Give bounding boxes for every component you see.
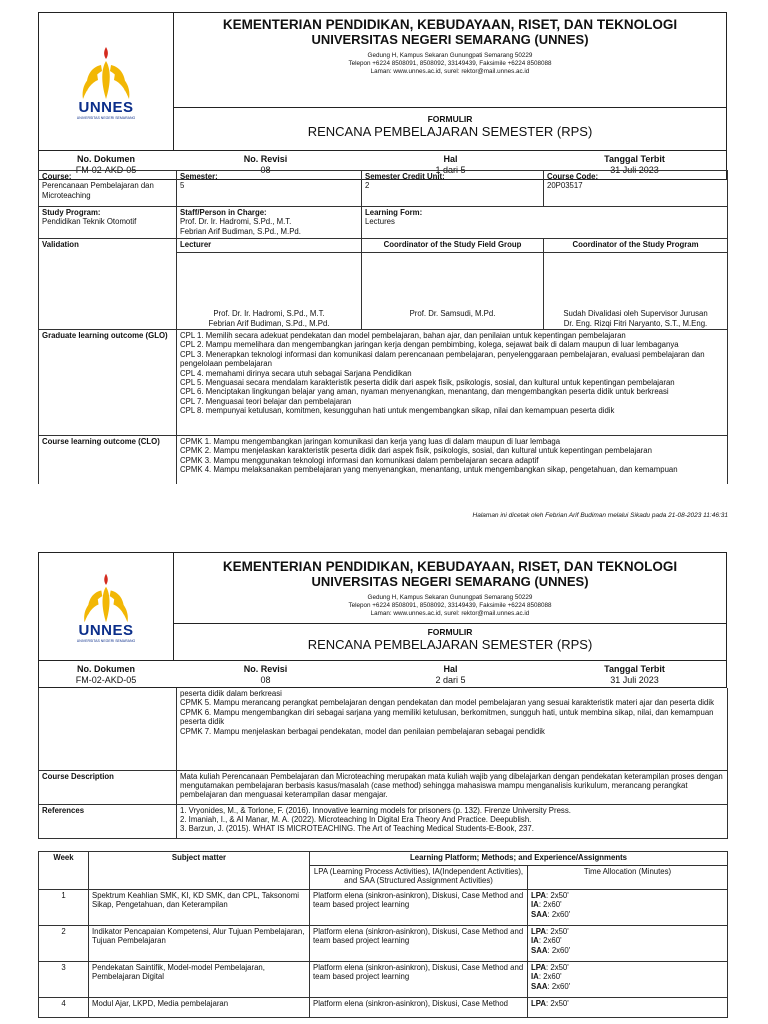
glo-item: CPL 2. Mampu memelihara dan mengembangkan jaringan kerja dengan pembimbing, kolega, sejawat baik di dalam maupun di luar lembaganya [180,340,679,350]
subject-matter: Pendekatan Saintifik, Model-model Pembelajaran, Pembelajaran Digital [89,962,310,998]
logo-text: UNNES [78,99,134,116]
week-number: 2 [39,926,89,962]
page-label: Hal [443,664,458,674]
platform-methods: Platform elena (sinkron-asinkron), Diskusi, Case Method and team based project learning [310,962,528,998]
university-name: UNIVERSITAS NEGERI SEMARANG (UNNES) [311,574,589,589]
form-title: RENCANA PEMBELAJARAN SEMESTER (RPS) [307,637,593,652]
revision-label: No. Revisi [243,154,288,164]
table-row [39,998,728,1018]
staff-label: Staff/Person in Charge: [180,208,267,217]
doc-number-value: FM-02-AKD-05 [75,165,137,175]
form-label: FORMULIR [427,114,473,124]
doc-number-label: No. Dokumen [76,664,135,674]
revision-value: 08 [260,165,271,175]
time-allocation: LPA: 2x50' IA: 2x60' SAA: 2x60' [528,926,728,962]
table-row [39,962,728,998]
page-2-header [38,552,727,688]
issue-date-label: Tanggal Terbit [604,154,665,164]
subject-matter: Indikator Pencapaian Kompetensi, Alur Tujuan Pembelajaran, Tujuan Pembelajaran [89,926,310,962]
study-program-label: Study Program: [42,208,101,217]
glo-label: Graduate learning outcome (GLO) [39,330,177,436]
week-number: 4 [39,998,89,1018]
lecturer-label: Lecturer [177,239,362,253]
logo-subtext: UNIVERSITAS NEGERI SEMARANG [76,639,136,643]
ministry-name: KEMENTERIAN PENDIDIKAN, KEBUDAYAAN, RISET, DAN TEKNOLOGI [222,17,678,32]
platform-header: Learning Platform; Methods; and Experience/Assignments [310,852,728,866]
glo-item: CPL 5. Menguasai secara mendalam karakteristik peserta didik dari aspek fisik, psikologis, sosial, dan kultural untuk kepentingan pembelajaran [180,378,675,388]
page-value: 2 dari 5 [435,675,466,685]
clo-item: peserta didik dalam berkreasi [180,689,282,698]
reference-item: 1. Vryonides, M., & Torlone, F. (2016). Innovative learning models for prisoners (p. 132). Firenze University Press. [180,805,571,815]
print-footer-note: Halaman ini dicetak oleh Febrian Arif Budiman melalui Sikadu pada 21-08-2023 11:46:31 [472,512,728,519]
unnes-logo [39,13,174,150]
unnes-logo [39,553,174,660]
university-name: UNIVERSITAS NEGERI SEMARANG (UNNES) [311,32,589,47]
glo-item: CPL 6. Menciptakan lingkungan belajar yang aman, nyaman menyenangkan, menantang, dan mengembangkan peserta didik untuk berkreasi [180,387,669,397]
glo-item: CPL 1. Memilih secara adekuat pendekatan dan model pembelajaran, bahan ajar, dan penilaian untuk kepentingan pembelajaran [180,331,626,340]
course-code-value: 20P03517 [547,181,583,191]
course-description-label: Course Description [39,770,177,804]
staff-2: Febrian Arif Budiman, S.Pd., M.Pd. [180,226,301,236]
issue-date-value: 31 Juli 2023 [610,675,659,685]
week-number: 1 [39,890,89,926]
semester-value: 5 [180,181,185,191]
credit-label: Semester Credit Unit: [365,172,445,181]
revision-value: 08 [260,675,271,685]
address-line-1: Gedung H, Kampus Sekaran Gunungpati Semarang 50229 [367,594,533,601]
course-label: Course: [42,172,72,181]
lecturer-sign-2: Febrian Arif Budiman, S.Pd., M.Pd. [208,318,330,328]
form-label: FORMULIR [427,627,473,637]
table-row [39,890,728,926]
platform-methods: Platform elena (sinkron-asinkron), Diskusi, Case Method and team based project learning [310,926,528,962]
course-description-text: Mata kuliah Perencanaan Pembelajaran dan Microteaching merupakan mata kuliah wajib yang dibelajarkan dengan pendekatan keterampilan proses dengan mengutamakan pembelajaran berbasis kasus/masalah (case method) sehingga mahasiswa mampu menganalisis kurikulum, merancang perangkat pembelajaran dan menguasai keterampilan dasar mengajar. [177,770,728,804]
address-line-3: Laman: www.unnes.ac.id, surel: rektor@mail.unnes.ac.id [370,67,530,75]
glo-item: CPL 4. memahami dirinya secara utuh sebagai Sarjana Pendidikan [180,368,412,378]
clo-list-page-1 [177,436,728,484]
unnes-emblem-icon [75,570,137,626]
lecturer-sign-1: Prof. Dr. Ir. Hadromi, S.Pd., M.T. [213,309,325,319]
logo-subtext: UNIVERSITAS NEGERI SEMARANG [76,116,136,120]
unnes-emblem-icon [75,43,137,103]
clo-item: CPMK 7. Mampu menjelaskan berbagai pendekatan, model dan penilaian pembelajaran sebagai pendidik [180,726,545,736]
subject-matter: Spektrum Keahlian SMK, KI, KD SMK, dan CPL, Taksonomi Sikap, Pengetahuan, dan Keterampilan [89,890,310,926]
references-list [177,804,728,838]
page-value: 1 dari 5 [435,165,466,175]
time-allocation: LPA: 2x50' IA: 2x60' SAA: 2x60' [528,890,728,926]
learning-form-label: Learning Form: [365,208,423,217]
clo-item: CPMK 4. Mampu melaksanakan pembelajaran yang menyenangkan, menantang, untuk mengembangkan sikap, pengetahuan, dan kemampuan [180,465,678,475]
clo-list-page-2 [177,688,728,770]
staff-1: Prof. Dr. Ir. Hadromi, S.Pd., M.T. [180,217,292,227]
page-label: Hal [443,154,458,164]
glo-item: CPL 7. Menguasai teori belajar dan pembelajaran [180,396,352,406]
form-title: RENCANA PEMBELAJARAN SEMESTER (RPS) [307,124,593,139]
issue-date-value: 31 Juli 2023 [610,165,659,175]
clo-item: CPMK 3. Mampu menggunakan teknologi informasi dan komunikasi dalam pembelajaran secara adaptif [180,455,539,465]
address-line-2: Telepon +6224 8508091, 8508092, 33149439, Faksimile +6224 8508088 [348,59,552,67]
week-header: Week [39,852,89,890]
ministry-name: KEMENTERIAN PENDIDIKAN, KEBUDAYAAN, RISET, DAN TEKNOLOGI [222,559,678,574]
subject-header: Subject matter [89,852,310,890]
address-line-1: Gedung H, Kampus Sekaran Gunungpati Semarang 50229 [367,52,533,59]
subject-matter: Modul Ajar, LKPD, Media pembelajaran [89,998,310,1018]
address-line-3: Laman: www.unnes.ac.id, surel: rektor@mail.unnes.ac.id [370,609,530,617]
platform-methods: Platform elena (sinkron-asinkron), Diskusi, Case Method and team based project learning [310,890,528,926]
clo-item: CPMK 2. Mampu menjelaskan karakteristik peserta didik dari aspek fisik, psikologis, sosial, dan kultural untuk kepentingan pembelajaran [180,446,652,456]
platform-methods: Platform elena (sinkron-asinkron), Diskusi, Case Method [310,998,528,1018]
learning-form-value: Lectures [365,217,395,227]
revision-label: No. Revisi [243,664,288,674]
table-row [39,926,728,962]
clo-label: Course learning outcome (CLO) [39,436,177,484]
lpa-header: LPA (Learning Process Activities), IA(Independent Activities), and SAA (Structured Assignment Activities) [310,866,528,890]
course-info-table [38,170,728,484]
time-allocation: LPA: 2x50' IA: 2x60' SAA: 2x60' [528,962,728,998]
time-allocation: LPA: 2x50' [528,998,728,1018]
course-code-label: Course Code: [547,172,599,181]
doc-number-label: No. Dokumen [76,154,135,164]
validation-label: Validation [39,239,177,330]
page-1-header [38,12,727,180]
coord-program-label: Coordinator of the Study Program [544,239,728,253]
address-line-2: Telepon +6224 8508091, 8508092, 33149439, Faksimile +6224 8508088 [348,601,552,609]
coord-program-sign-1: Sudah Divalidasi oleh Supervisor Jurusan [563,309,708,319]
logo-text: UNNES [78,622,134,639]
glo-item: CPL 8. mempunyai ketulusan, komitmen, kesungguhan hati untuk mengembangkan sikap, nilai dan kemampuan peserta didik [180,406,615,416]
reference-item: 3. Barzun, J. (2015). WHAT IS MICROTEACHING. The Art of Teaching Medical Students-E-Book, 237. [180,824,534,834]
clo-item: CPMK 1. Mampu mengembangkan jaringan komunikasi dan kerja yang luas di dalam maupun di luar lembaga [180,437,561,446]
clo-item: CPMK 5. Mampu merancang perangkat pembelajaran dengan pendekatan dan model pembelajaran yang sesuai karakteristik materi ajar dan peserta didik [180,698,714,708]
credit-value: 2 [365,181,370,191]
references-label: References [39,804,177,838]
coord-field-label: Coordinator of the Study Field Group [362,239,544,253]
course-detail-table [38,688,728,839]
glo-list [177,330,728,436]
coord-field-sign: Prof. Dr. Samsudi, M.Pd. [409,309,496,319]
study-program-value: Pendidikan Teknik Otomotif [42,217,137,227]
reference-item: 2. Imaniah, I., & Al Manar, M. A. (2022). Microteaching In Digital Era Theory And Practice. Deepublish. [180,814,532,824]
weekly-schedule-table [38,851,728,1018]
course-value: Perencanaan Pembelajaran dan Microteaching [42,181,154,200]
clo-item: CPMK 6. Mampu mengembangkan diri sebagai sarjana yang memiliki ketulusan, berkomitmen, sungguh hati, untuk membina sikap, nilai, dan kemampuan peserta didik [180,707,714,727]
semester-label: Semester: [180,172,218,181]
time-header: Time Allocation (Minutes) [528,866,728,890]
issue-date-label: Tanggal Terbit [604,664,665,674]
coord-program-sign-2: Dr. Eng. Rizqi Fitri Naryanto, S.T., M.Eng. [563,318,708,328]
week-number: 3 [39,962,89,998]
doc-number-value: FM-02-AKD-05 [75,675,137,685]
glo-item: CPL 3. Menerapkan teknologi informasi dan komunikasi dalam perencanaan pembelajaran, penyelenggaraan pembelajaran, evaluasi pembelajaran dan pengelolaan pembelajaran [180,349,705,369]
